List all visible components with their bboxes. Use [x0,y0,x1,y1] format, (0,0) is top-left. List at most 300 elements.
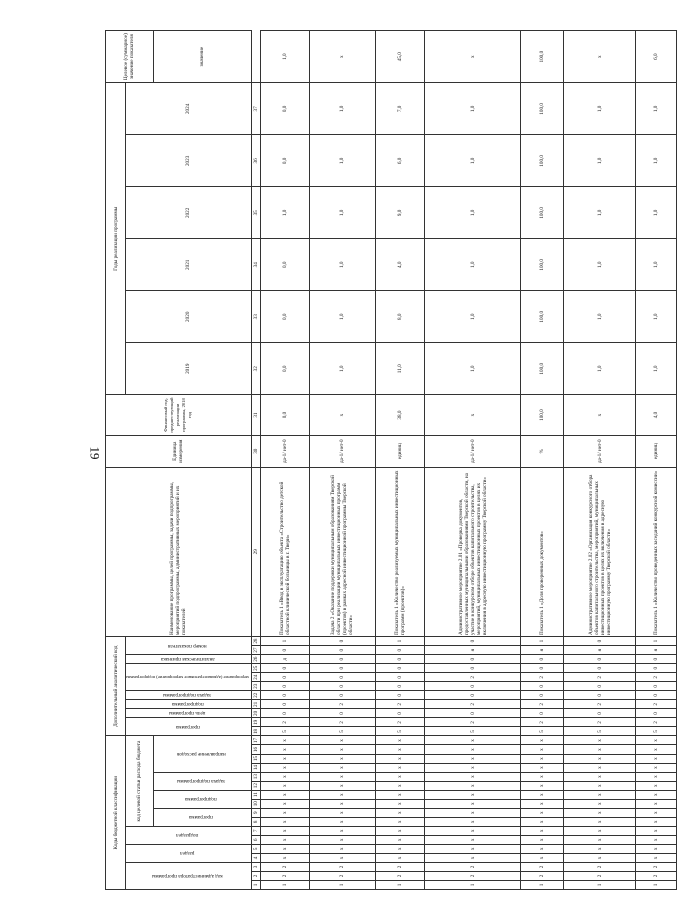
code-cell: 0 [521,664,564,673]
code-cell: х [521,745,564,754]
code-cell: х [309,754,375,763]
column-number: 17 [252,737,259,744]
table-row [425,31,521,890]
code-cell: 1 [309,880,375,889]
row-year-value: 1,0 [563,343,636,395]
code-cell: х [636,817,677,826]
code-cell: х [309,799,375,808]
code-cell: 1 [260,637,309,646]
row-year-value: 1,0 [636,239,677,291]
code-cell: 0 [309,664,375,673]
code-cell: х [563,745,636,754]
header-a-program: программа [175,723,200,730]
code-cell: 0 [521,691,564,700]
code-cell: х [636,754,677,763]
column-number: 20 [252,710,259,716]
table-row [309,31,375,890]
code-cell: 2 [636,871,677,880]
row-base-value: х [309,395,375,436]
rotated-table-sheet [105,30,660,890]
column-number: 10 [252,801,259,807]
row-year-value: 1,0 [309,239,375,291]
code-cell: х [636,772,677,781]
column-number: 36 [251,135,260,187]
column-number: 18 [252,728,259,735]
code-cell: х [425,790,521,799]
column-number: 24 [252,674,259,680]
column-number: 8 [251,817,260,826]
row-unit: единиц [636,435,677,467]
code-cell: 2 [425,871,521,880]
code-cell: х [425,754,521,763]
code-cell: х [376,736,425,745]
code-cell: х [260,745,309,754]
code-cell: 5 [425,727,521,736]
code-cell: 0 [425,691,521,700]
code-cell: х [425,853,521,862]
row-name: Показатель 1 «Количество проведенных заседаний конкурсной комиссии» [636,467,677,636]
code-cell: 0 [636,682,677,691]
code-cell: 0 [425,664,521,673]
column-number: 1 [251,880,260,889]
row-final-value: 100,0 [521,31,564,83]
code-cell: х [521,844,564,853]
code-cell: 0 [376,673,425,682]
code-cell: х [425,745,521,754]
table-row [376,31,425,890]
column-number: 26 [252,656,259,662]
code-cell: х [309,817,375,826]
code-cell: х [563,763,636,772]
code-cell: х [563,772,636,781]
code-cell: 0 [563,637,636,646]
code-cell: х [563,844,636,853]
header-task: задача подпрограммы [177,778,226,785]
code-cell: 2 [309,862,375,871]
code-cell: 1 [563,880,636,889]
code-cell: 0 [309,709,375,718]
code-cell: 2 [260,862,309,871]
header-direction: направление расходов [176,751,226,758]
code-cell: х [260,853,309,862]
header-a-subprogram: подпрограмма [171,701,204,708]
code-cell: 2 [309,700,375,709]
code-cell: х [425,817,521,826]
row-year-value: 1,0 [309,187,375,239]
code-cell: х [563,808,636,817]
row-name: Административное мероприятие 2.02 «Организация конкурсного отбора объектов капитального строительства, мероприятий, муниципальных инвестиционных проектов в целях их включения в адресную инвестиционную программу Тверской области» [563,467,636,636]
row-year-value: 1,0 [425,135,521,187]
code-cell: 2 [260,718,309,727]
code-cell: я [521,646,564,655]
code-cell: 1 [425,880,521,889]
code-cell: х [376,853,425,862]
code-cell: 0 [563,691,636,700]
code-cell: х [636,835,677,844]
code-cell: 5 [521,727,564,736]
code-cell: 0 [376,682,425,691]
header-unit: Единица измерения [106,435,252,467]
column-number: 29 [251,467,260,636]
code-cell: 0 [425,637,521,646]
code-cell: х [260,763,309,772]
row-year-value: 100,0 [521,135,564,187]
row-base-value: 0,0 [260,395,309,436]
row-year-value: 6,0 [376,135,425,187]
row-year-value: 0,0 [260,343,309,395]
code-cell: 0 [563,682,636,691]
code-cell: х [309,844,375,853]
code-cell: х [309,745,375,754]
code-cell: 0 [521,682,564,691]
code-cell: х [521,808,564,817]
table-row [260,31,309,890]
column-numbers-row [251,31,260,890]
code-cell: х [521,826,564,835]
code-cell: 5 [636,727,677,736]
code-cell: х [309,781,375,790]
code-cell: х [521,790,564,799]
row-year-value: 100,0 [521,187,564,239]
code-cell: 0 [309,637,375,646]
row-year-value: 1,0 [425,291,521,343]
header-a-task: задача подпрограммы [163,692,212,699]
code-cell: х [563,790,636,799]
code-cell: х [636,790,677,799]
code-cell: х [260,790,309,799]
code-cell: 1 [636,880,677,889]
row-year-value: 1,0 [309,135,375,187]
code-cell: я [636,646,677,655]
column-number: 7 [251,826,260,835]
code-cell: 2 [376,871,425,880]
code-cell: 2 [425,718,521,727]
header-a-analytic: аналитическая признака [160,656,215,663]
code-cell: х [260,781,309,790]
row-unit: единиц [376,435,425,467]
code-cell: х [425,826,521,835]
row-year-value: 1,0 [563,135,636,187]
code-cell: х [376,826,425,835]
header-final: Целевое (суммарное) значение показателя [106,31,154,83]
code-cell: х [260,826,309,835]
column-number: 11 [251,790,260,799]
code-cell: 2 [425,700,521,709]
row-year-value: 100,0 [521,83,564,135]
code-cell: 0 [260,700,309,709]
row-year-value: 8,0 [376,291,425,343]
column-number: 30 [251,435,260,467]
code-cell: 5 [563,727,636,736]
code-cell: х [563,826,636,835]
column-number: 31 [251,395,260,436]
row-final-value: х [309,31,375,83]
code-cell: х [376,808,425,817]
column-number: 27 [252,647,259,653]
row-name: Административное мероприятие 2.01 «Проверка документов, предоставленных муниципальными образованиями Тверской области, на участие в конкурсном отборе объектов капитального строительства, мероприятий, муниципальных инвестиционных проектов в целях их включения в адресную инвестиционную программу Тверской области» [425,467,521,636]
code-cell: х [636,844,677,853]
code-cell: 0 [425,655,521,664]
header-target-expense: код целевой статьи расхода бюджета [126,736,154,826]
year-2021: 2021 [126,239,252,291]
code-cell: 2 [376,700,425,709]
column-number: 13 [252,774,259,780]
code-cell: 0 [636,709,677,718]
column-number: 4 [251,853,260,862]
code-cell: 1 [521,637,564,646]
row-name: Показатель 1 «Количество реализуемых муниципальных инвестиционных программ (проектов)» [376,467,425,636]
code-cell: х [636,763,677,772]
code-cell: 0 [521,709,564,718]
row-base-value: х [425,395,521,436]
code-cell: 5 [260,727,309,736]
code-cell: х [260,754,309,763]
code-cell: х [563,754,636,763]
code-cell: х [376,817,425,826]
row-final-value: 1,0 [260,31,309,83]
row-year-value: 1,0 [563,187,636,239]
row-name: Показатель 1 «Доля проверенных документов» [521,467,564,636]
row-year-value: 100,0 [521,343,564,395]
column-number: 33 [251,291,260,343]
header-a-measure: мероприятие (административное мероприятие) подпрограммы [126,675,249,681]
column-number: 32 [251,343,260,395]
column-number: 37 [251,83,260,135]
header-section: раздел [180,850,195,857]
row-year-value: 100,0 [521,291,564,343]
code-cell: х [376,844,425,853]
row-year-value: 1,0 [563,291,636,343]
code-cell: х [309,853,375,862]
code-cell: х [260,844,309,853]
code-cell: 2 [563,700,636,709]
row-year-value: 0,0 [260,83,309,135]
row-unit: да-1/ нет-0 [563,435,636,467]
column-number: 3 [251,862,260,871]
year-2019: 2019 [126,343,252,395]
code-cell: 0 [260,646,309,655]
code-cell: 0 [309,673,375,682]
row-year-value: 0,0 [260,291,309,343]
header-subsection: подраздел [176,832,199,839]
code-cell: 0 [260,709,309,718]
code-cell: 0 [636,691,677,700]
header-fin-year: Финансовый год, предшествующий реализации программы, 2018 год [106,395,252,436]
code-cell: х [260,808,309,817]
code-cell: х [521,763,564,772]
code-cell: х [309,835,375,844]
code-cell: 2 [636,862,677,871]
code-cell: х [376,763,425,772]
code-cell: х [521,799,564,808]
code-cell: х [376,772,425,781]
row-unit: да-1/ нет-0 [260,435,309,467]
code-cell: 0 [309,682,375,691]
row-year-value: 1,0 [260,187,309,239]
code-cell: 2 [563,871,636,880]
code-cell: х [521,736,564,745]
code-cell: 2 [636,718,677,727]
code-cell: 1 [636,637,677,646]
code-cell: 0 [309,655,375,664]
code-cell: 0 [376,691,425,700]
code-cell: 2 [563,862,636,871]
code-cell: 2 [521,871,564,880]
code-cell: х [376,754,425,763]
row-year-value: 1,0 [636,187,677,239]
header-name: Наименование программы, целей программы, задачи подпрограммы, мероприятий подпрограммы, административных мероприятий и их показателей [106,467,252,636]
row-year-value: 9,0 [376,187,425,239]
program-table [105,30,677,890]
code-cell: 2 [376,718,425,727]
column-number: 25 [252,665,259,671]
code-cell: 0 [309,691,375,700]
row-year-value: 1,0 [636,291,677,343]
code-cell: 2 [521,673,564,682]
code-cell: 0 [260,673,309,682]
code-cell: х [309,736,375,745]
code-cell: х [521,772,564,781]
code-cell: 0 [563,664,636,673]
header-extra-code: Дополнительный аналитический код [106,637,126,736]
code-cell: 2 [521,718,564,727]
row-year-value: 1,0 [636,135,677,187]
code-cell: х [636,799,677,808]
code-cell: 0 [309,646,375,655]
code-cell: х [636,745,677,754]
code-cell: х [309,763,375,772]
header-a-indicator: номер показателя [168,642,207,649]
code-cell: 0 [376,646,425,655]
code-cell: д [260,655,309,664]
table-row [636,31,677,890]
row-name: Задача 2 «Оказание поддержки муниципальным образованиям Тверской области при реализации муниципальных инвестиционных программ (проектов) в рамках адресной инвестиционной программы Тверской области» [309,467,375,636]
row-year-value: 1,0 [425,343,521,395]
row-year-value: 1,0 [425,239,521,291]
code-cell: х [425,844,521,853]
code-cell: х [636,826,677,835]
code-cell: х [260,736,309,745]
column-number: 19 [252,719,259,726]
header-a-goal: цель программы [169,710,206,717]
row-final-value: 45,0 [376,31,425,83]
code-cell: х [636,781,677,790]
column-number: 14 [252,764,259,771]
code-cell: 0 [425,682,521,691]
code-cell: 1 [376,880,425,889]
code-cell: х [636,808,677,817]
code-cell: х [636,853,677,862]
code-cell: 2 [636,700,677,709]
code-cell: я [563,646,636,655]
row-year-value: 1,0 [636,83,677,135]
code-cell: 0 [260,691,309,700]
row-year-value: 11,0 [376,343,425,395]
column-number: 16 [252,746,259,753]
column-number: 12 [252,783,259,789]
code-cell: 5 [309,727,375,736]
code-cell: х [260,772,309,781]
row-year-value: 1,0 [563,239,636,291]
page-number: 19 [87,446,103,460]
header-years: Годы реализации программы [106,83,126,395]
code-cell: 2 [636,673,677,682]
code-cell: 2 [260,871,309,880]
code-cell: 0 [260,664,309,673]
row-year-value: 1,0 [309,83,375,135]
row-unit: да-1/ нет-0 [309,435,375,467]
code-cell: х [425,808,521,817]
code-cell: х [260,817,309,826]
code-cell: х [376,745,425,754]
code-cell: х [521,754,564,763]
code-cell: х [260,835,309,844]
row-year-value: 100,0 [521,239,564,291]
code-cell: 0 [521,655,564,664]
row-year-value: 1,0 [309,291,375,343]
code-cell: х [260,799,309,808]
code-cell: х [376,781,425,790]
code-cell: 2 [309,718,375,727]
code-cell: 0 [376,709,425,718]
column-number: 35 [251,187,260,239]
header-budget-class: Коды бюджетной классификации [106,736,126,890]
code-cell: 2 [563,673,636,682]
row-base-value: 38,0 [376,395,425,436]
code-cell: 0 [563,709,636,718]
code-cell: 2 [521,862,564,871]
code-cell: х [309,826,375,835]
code-cell: х [563,736,636,745]
code-cell: 0 [260,682,309,691]
row-year-value: 0,0 [260,135,309,187]
code-cell: 2 [309,871,375,880]
code-cell: х [376,835,425,844]
code-cell: 0 [376,655,425,664]
code-cell: х [563,853,636,862]
column-number: 2 [251,871,260,880]
code-cell: х [309,790,375,799]
code-cell: х [563,799,636,808]
code-cell: 2 [425,862,521,871]
row-year-value: 1,0 [636,343,677,395]
row-unit: да-1/ нет-0 [425,435,521,467]
row-year-value: 1,0 [309,343,375,395]
code-cell: я [425,646,521,655]
table-row [521,31,564,890]
row-unit: % [521,435,564,467]
code-cell: х [309,772,375,781]
column-number: 28 [252,638,259,644]
row-final-value: х [425,31,521,83]
row-final-value: х [563,31,636,83]
code-cell: 0 [636,664,677,673]
code-cell: х [563,781,636,790]
code-cell: х [376,790,425,799]
code-cell: х [425,799,521,808]
header-value: значение [153,31,251,83]
code-cell: 0 [636,655,677,664]
row-year-value: 7,0 [376,83,425,135]
row-final-value: 6,0 [636,31,677,83]
code-cell: х [425,736,521,745]
code-cell: 0 [425,709,521,718]
code-cell: 1 [260,880,309,889]
row-year-value: 0,0 [260,239,309,291]
column-number: 21 [252,701,259,707]
table-row [563,31,636,890]
code-cell: х [563,835,636,844]
